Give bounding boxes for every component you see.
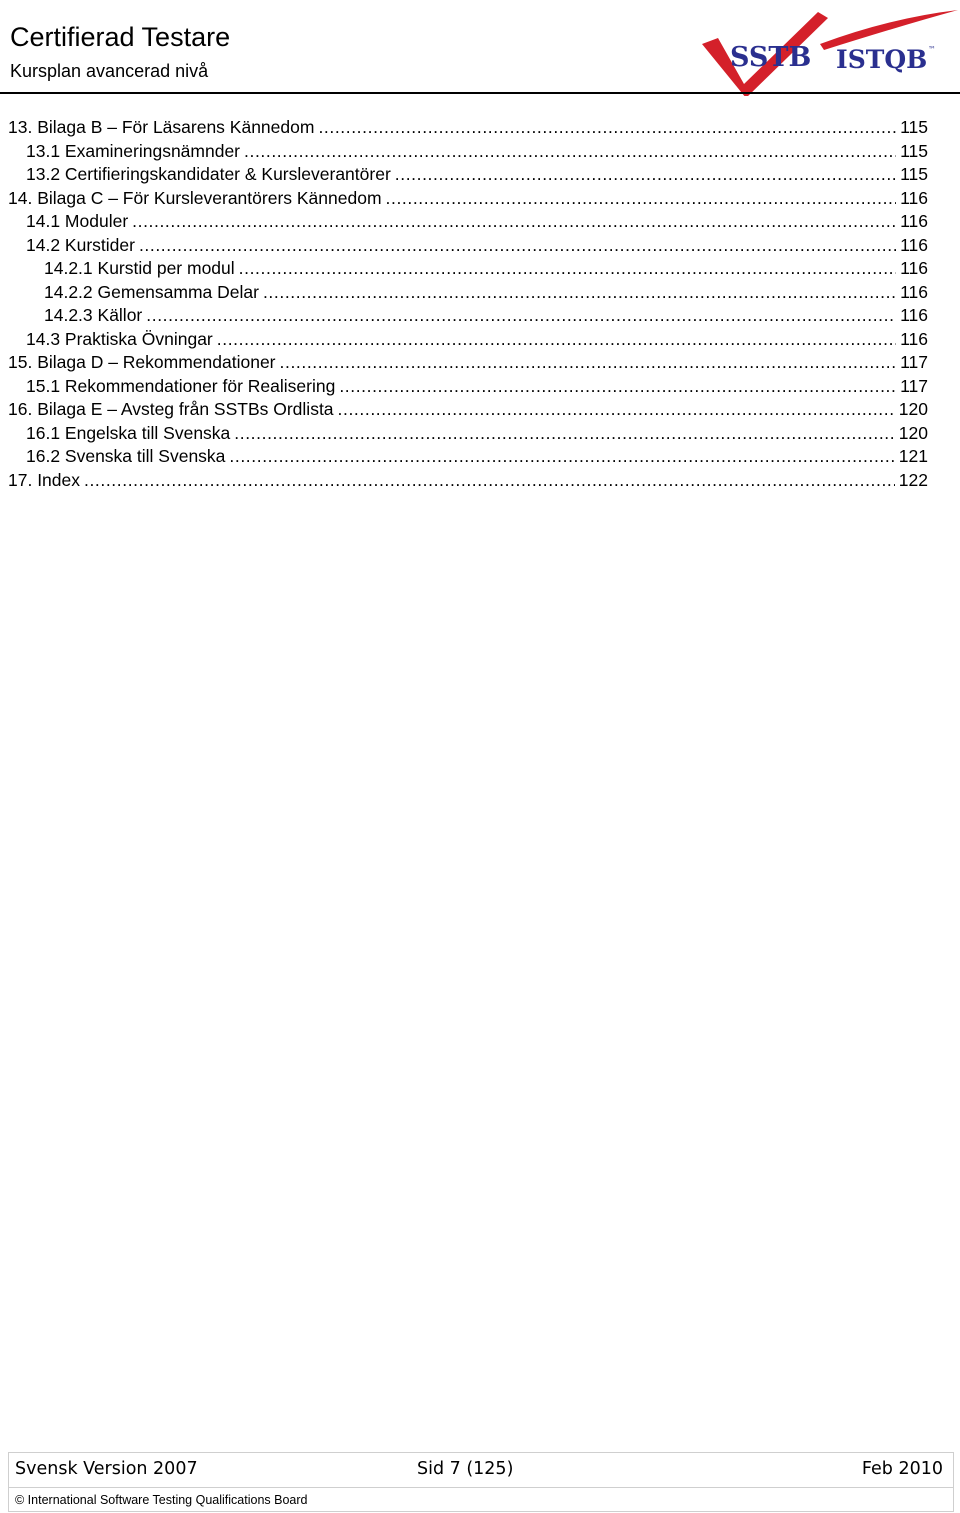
toc-entry-title: 13.2 Certifieringskandidater & Kursleverantörer xyxy=(26,164,391,184)
table-of-contents xyxy=(8,116,928,492)
toc-entry-page: 116 xyxy=(900,234,928,255)
swoosh-icon xyxy=(820,10,958,50)
toc-entry-title: 14.2.3 Källor xyxy=(44,305,143,325)
toc-entry-title: 14.3 Praktiska Övningar xyxy=(26,328,213,349)
toc-entry-page: 117 xyxy=(900,352,928,372)
toc-entry[interactable] xyxy=(8,304,928,328)
header-rule xyxy=(0,92,960,94)
toc-entry-title: 15. Bilaga D – Rekommendationer xyxy=(8,352,276,372)
toc-entry-title: 14.2 Kurstider xyxy=(26,234,135,255)
toc-entry-title: 16.1 Engelska till Svenska xyxy=(26,422,231,443)
toc-entry-page: 116 xyxy=(900,187,928,208)
toc-dot-leader xyxy=(217,328,896,352)
toc-entry-page: 121 xyxy=(898,446,928,466)
toc-dot-leader xyxy=(132,210,896,234)
toc-dot-leader xyxy=(395,163,896,187)
toc-dot-leader xyxy=(386,187,897,211)
toc-entry[interactable] xyxy=(8,328,928,352)
toc-entry[interactable] xyxy=(8,116,928,140)
toc-entry[interactable] xyxy=(8,375,928,399)
toc-dot-leader xyxy=(263,281,896,305)
toc-entry-title: 14.1 Moduler xyxy=(26,211,129,231)
toc-entry[interactable] xyxy=(8,140,928,164)
toc-entry-title: 16.2 Svenska till Svenska xyxy=(26,446,226,466)
toc-entry[interactable] xyxy=(8,187,928,211)
footer-copyright: © International Software Testing Qualifications Board xyxy=(15,1493,308,1507)
toc-dot-leader xyxy=(139,234,896,258)
toc-entry-title: 14.2.1 Kurstid per modul xyxy=(44,258,235,278)
toc-entry[interactable] xyxy=(8,445,928,469)
toc-entry[interactable] xyxy=(8,422,928,446)
toc-entry[interactable] xyxy=(8,398,928,422)
logo-istqb: ISTQB xyxy=(836,45,928,74)
toc-entry[interactable] xyxy=(8,469,928,493)
toc-dot-leader xyxy=(229,445,894,469)
toc-entry-page: 115 xyxy=(900,140,928,161)
toc-entry[interactable] xyxy=(8,210,928,234)
toc-entry-page: 116 xyxy=(900,328,928,349)
footer-version: Svensk Version 2007 xyxy=(15,1459,198,1479)
toc-entry-title: 15.1 Rekommendationer för Realisering xyxy=(26,375,336,396)
toc-dot-leader xyxy=(146,304,896,328)
toc-entry-title: 16. Bilaga E – Avsteg från SSTBs Ordlista xyxy=(8,399,334,419)
toc-entry[interactable] xyxy=(8,163,928,187)
toc-entry-page: 116 xyxy=(900,305,928,325)
toc-entry-title: 14.2.2 Gemensamma Delar xyxy=(44,281,259,302)
toc-entry-page: 122 xyxy=(898,469,928,490)
document-subtitle: Kursplan avancerad nivå xyxy=(10,61,209,81)
footer-date: Feb 2010 xyxy=(861,1459,943,1479)
toc-entry-page: 116 xyxy=(900,211,928,231)
toc-dot-leader xyxy=(84,469,895,493)
toc-dot-leader xyxy=(338,398,895,422)
toc-entry-title: 13. Bilaga B – För Läsarens Kännedom xyxy=(8,117,315,137)
toc-entry-page: 120 xyxy=(898,422,928,443)
toc-entry-title: 13.1 Examineringsnämnder xyxy=(26,140,241,161)
toc-dot-leader xyxy=(318,116,896,140)
toc-dot-leader xyxy=(244,140,896,164)
page-footer xyxy=(8,1452,954,1512)
footer-row xyxy=(9,1453,953,1488)
document-title: Certifierad Testare xyxy=(10,22,231,52)
toc-entry-page: 116 xyxy=(900,258,928,278)
logo-tm: ™ xyxy=(928,45,936,54)
toc-dot-leader xyxy=(239,257,896,281)
toc-dot-leader xyxy=(280,351,897,375)
page-header xyxy=(0,0,960,96)
toc-entry-page: 115 xyxy=(900,164,928,184)
toc-entry-page: 120 xyxy=(898,399,928,419)
toc-entry[interactable] xyxy=(8,257,928,281)
toc-entry-page: 115 xyxy=(900,117,928,137)
toc-entry-title: 17. Index xyxy=(8,469,80,490)
logo-sstb: SSTB xyxy=(730,42,812,73)
toc-entry-title: 14. Bilaga C – För Kursleverantörers Kännedom xyxy=(8,187,382,208)
toc-entry[interactable] xyxy=(8,351,928,375)
toc-entry[interactable] xyxy=(8,281,928,305)
toc-dot-leader xyxy=(339,375,896,399)
toc-dot-leader xyxy=(234,422,895,446)
toc-entry[interactable] xyxy=(8,234,928,258)
footer-page-number: Sid 7 (125) xyxy=(417,1459,514,1479)
toc-entry-page: 116 xyxy=(900,281,928,302)
toc-entry-page: 117 xyxy=(900,375,928,396)
sstb-istqb-logo xyxy=(700,4,960,96)
